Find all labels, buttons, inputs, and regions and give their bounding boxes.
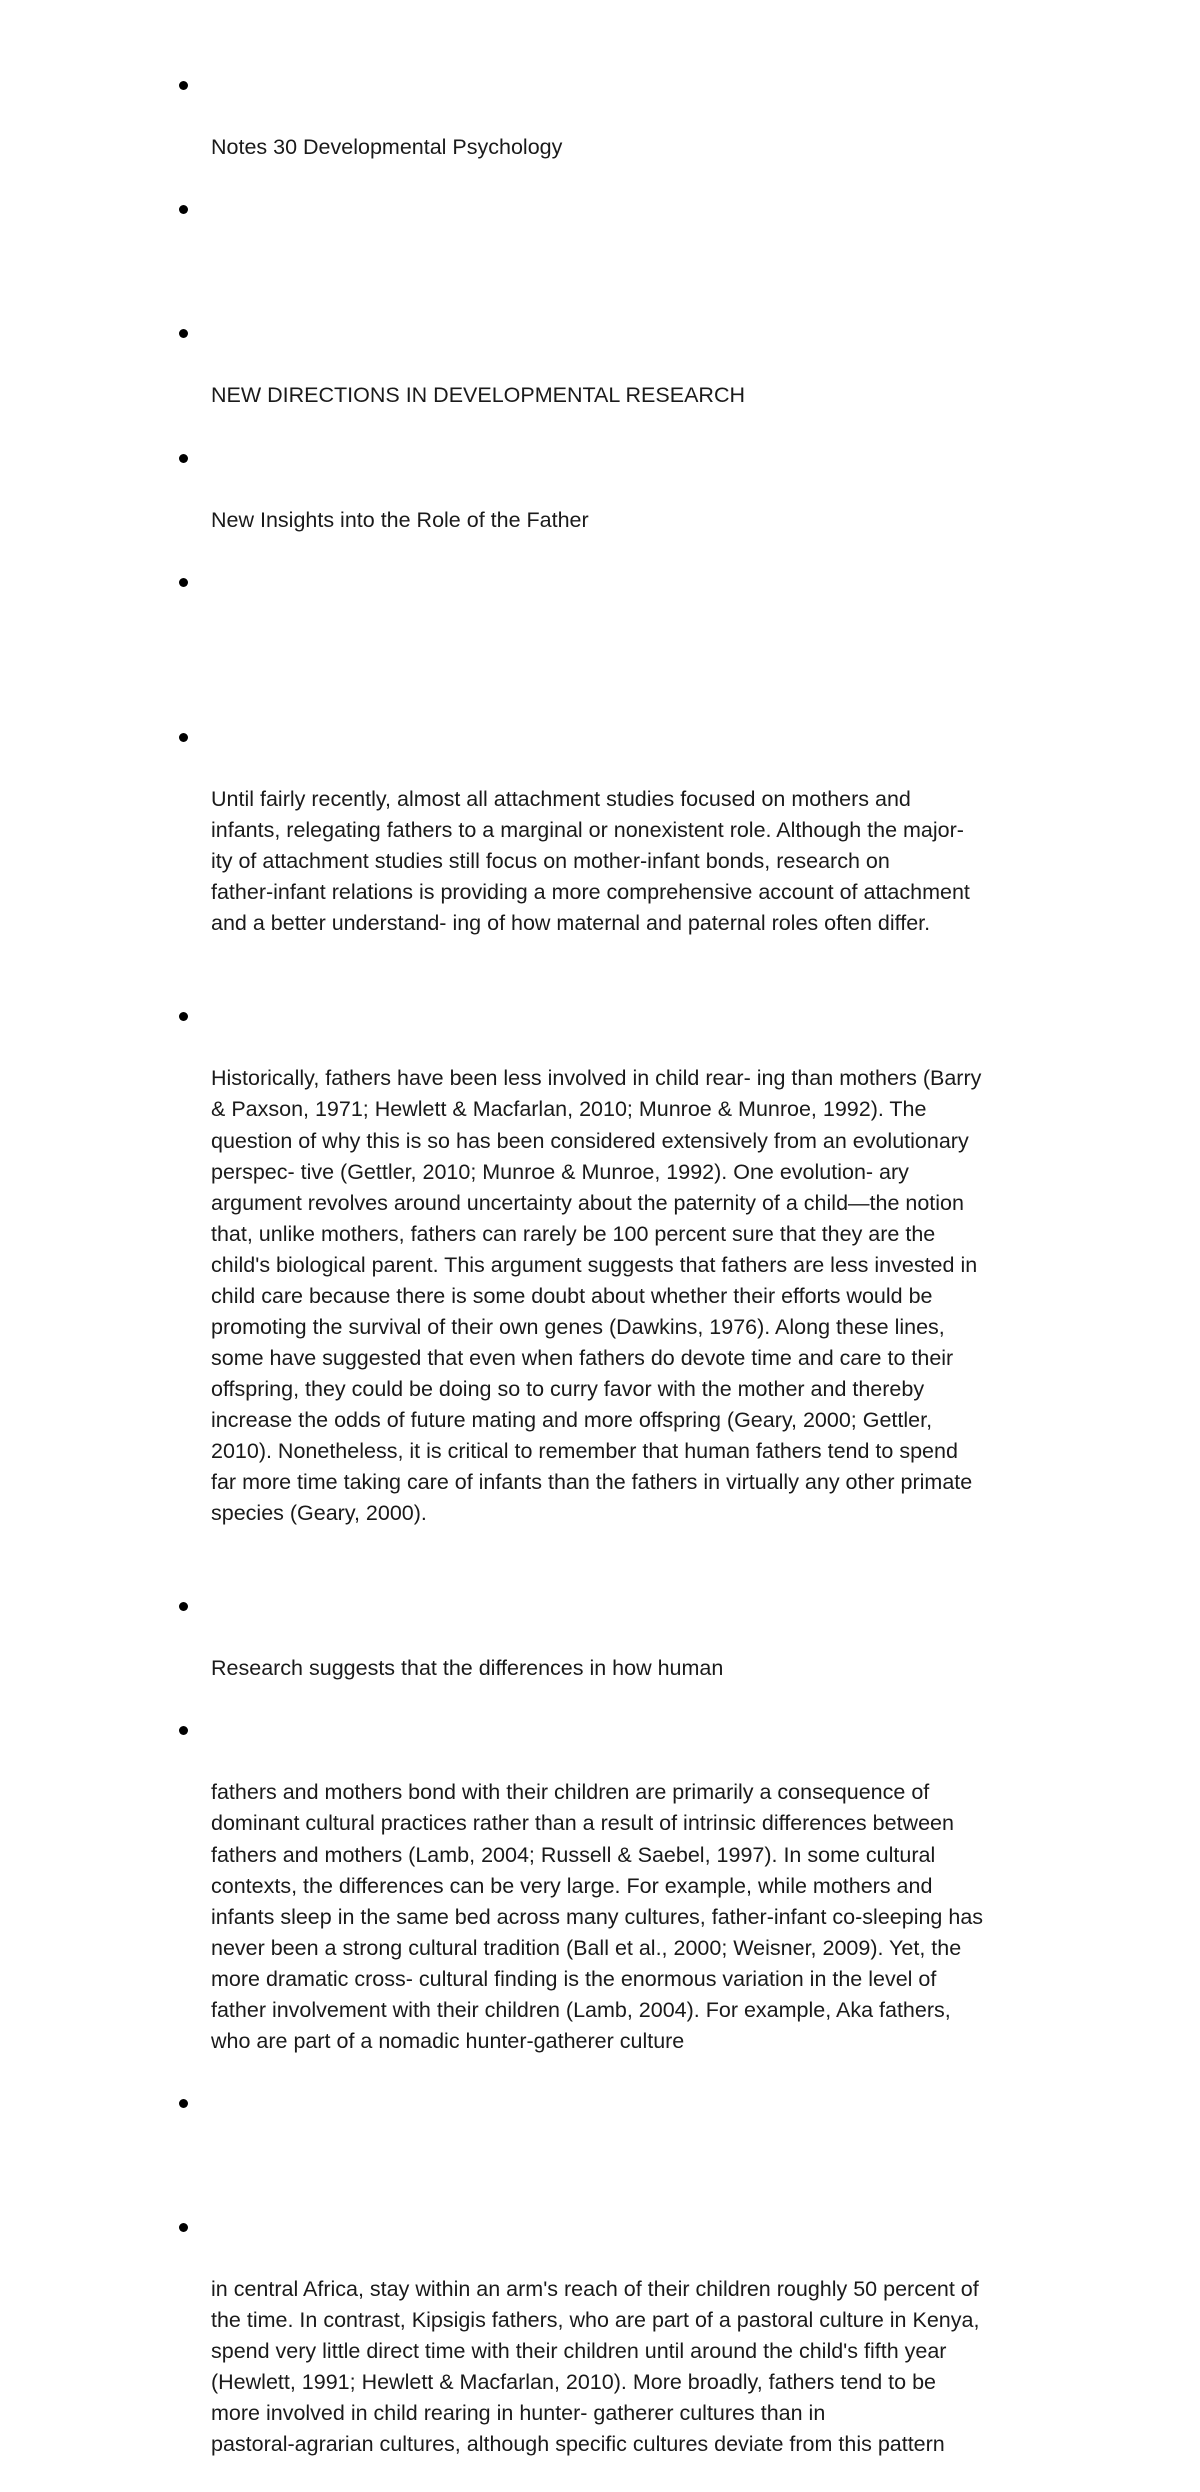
paragraph-text: Historically, fathers have been less involved in child rear- ing than mothers (Barry & Paxson, 1971; Hewlett & Macfarlan, 2010; Munroe & Munroe, 1992). The question of why this is so has been considered extensively from an evolutionary perspec- tive (Gettler, 2010; Munroe & Munroe, 1992). One evolution- ary argument revolves around uncertainty about the paternity of a child—the notion that, unlike mothers, fathers can rarely be 100 percent sure that they are the child's biological parent. This argument suggests that fathers are less invested in child care because there is some doubt about whether their efforts would be promoting the survival of their own genes (Dawkins, 1976). Along these lines, some have suggested that even when fathers do devote time and care to their offspring, they could be doing so to curry favor with the mother and thereby increase the odds of future mating and more offspring (Geary, 2000; Gettler, 2010). Nonetheless, it is critical to remember that human fathers tend to spend far more time taking care of infants than the fathers in virtually any other primate species (Geary, 2000). — [211, 1066, 982, 1526]
bullet-icon — [179, 1012, 188, 1021]
bullet-icon — [179, 578, 188, 587]
list-item — [0, 194, 1061, 318]
bullet-list — [0, 70, 1200, 2492]
subsection-heading: New Insights into the Role of the Father — [211, 507, 589, 532]
paragraph-text: in central Africa, stay within an arm's reach of their children roughly 50 percent of the time. In contrast, Kipsigis fathers, who are part of a pastoral culture in Kenya, spend very little direct time with their children until around the child's fifth year (Hewlett, 1991; Hewlett & Macfarlan, 2010). More broadly, fathers tend to be more involved in child rearing in hunter- gatherer cultures than in pastoral-agrarian cultures, although specific cultures deviate from this pattern — [211, 2277, 980, 2457]
paragraph-text: Until fairly recently, almost all attachment studies focused on mothers and infants, relegating fathers to a marginal or nonexistent role. Although the major- ity of attachment studies still focus on mother-infant bonds, research on father-infant relations is providing a more comprehensive account of attachment and a better understand- ing of how maternal and paternal roles often differ. — [211, 787, 970, 936]
paragraph-text: Research suggests that the differences in how human — [211, 1656, 724, 1681]
empty-item-text — [211, 2150, 1061, 2181]
section-heading: NEW DIRECTIONS IN DEVELOPMENTAL RESEARCH — [211, 383, 745, 408]
paragraph-text: fathers and mothers bond with their children are primarily a consequence of dominant cultural practices rather than a result of intrinsic differences between fathers and mothers (Lamb, 2004; Russell & Saebel, 1997). In some cultural contexts, the differences can be very large. For example, while mothers and infants sleep in the same bed across many cultures, father-infant co-sleeping has never been a strong cultural tradition (Ball et al., 2000; Weisner, 2009). Yet, the more dramatic cross- cultural finding is the enormous variation in the level of father involvement with their children (Lamb, 2004). For example, Aka fathers, who are part of a nomadic hunter-gatherer culture — [211, 1780, 984, 2053]
list-item — [0, 443, 1061, 567]
bullet-icon — [179, 733, 188, 742]
bullet-icon — [179, 454, 188, 463]
empty-item-text — [211, 629, 1061, 660]
spacer — [0, 1560, 1200, 1591]
bullet-icon — [179, 1726, 188, 1735]
bullet-icon — [179, 2223, 188, 2232]
bullet-icon — [179, 2099, 188, 2108]
list-item — [0, 70, 1061, 194]
spacer — [0, 970, 1200, 1001]
list-item — [0, 1715, 1061, 2088]
bullet-icon — [179, 205, 188, 214]
list-item — [0, 2212, 1061, 2491]
list-item — [0, 1591, 1061, 1715]
list-item — [0, 318, 1061, 442]
document-title: Notes 30 Developmental Psychology — [211, 135, 563, 160]
bullet-icon — [179, 81, 188, 90]
bullet-icon — [179, 329, 188, 338]
list-item — [0, 1001, 1061, 1560]
list-item — [0, 567, 1061, 691]
list-item — [0, 2088, 1061, 2212]
spacer — [0, 691, 1200, 722]
bullet-icon — [179, 1602, 188, 1611]
empty-item-text — [211, 256, 1061, 287]
list-item — [0, 722, 1061, 970]
